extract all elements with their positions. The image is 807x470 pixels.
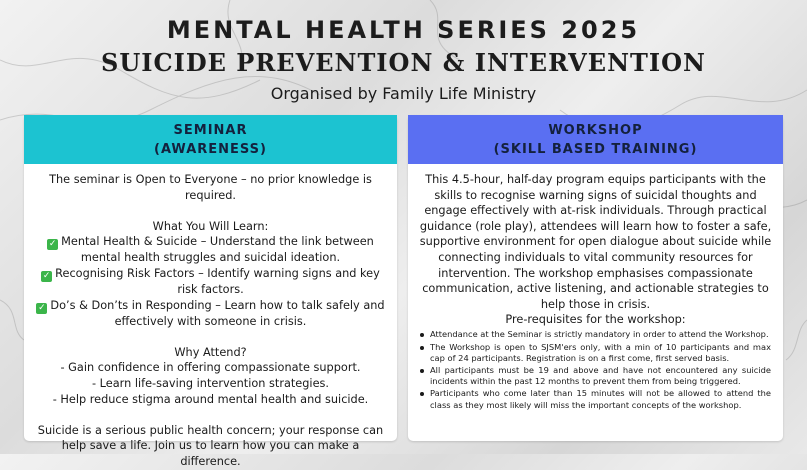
seminar-closing: Suicide is a serious public health concern; your response can help save a life. Join us to learn how you can make a difference. — [37, 423, 384, 468]
seminar-subtitle: (AWARENESS) — [154, 141, 267, 157]
workshop-card — [408, 115, 783, 441]
learn-item — [32, 266, 389, 298]
page-title: SUICIDE PREVENTION & INTERVENTION — [101, 48, 706, 77]
seminar-title: SEMINAR — [173, 122, 248, 138]
workshop-body — [408, 164, 783, 411]
check-mark-icon: ✓ — [38, 302, 46, 313]
seminar-intro: The seminar is Open to Everyone – no prior knowledge is required. — [49, 173, 372, 202]
workshop-header — [408, 115, 783, 164]
seminar-header — [24, 115, 397, 164]
workshop-title: WORKSHOP — [548, 122, 643, 138]
learn-item — [32, 234, 389, 266]
seminar-body — [24, 164, 397, 470]
learn-heading: What You Will Learn: — [152, 219, 269, 233]
learn-item-text: Recognising Risk Factors – Identify warning signs and key risk factors. — [55, 266, 380, 296]
why-item: - Help reduce stigma around mental health and suicide. — [52, 392, 369, 406]
why-item: - Gain confidence in offering compassionate support. — [60, 361, 361, 375]
check-mark-icon: ✓ — [42, 270, 51, 281]
organiser-subtitle: Organised by Family Life Ministry — [270, 84, 537, 103]
prereq-heading: Pre-requisites for the workshop: — [505, 313, 686, 327]
workshop-subtitle: (SKILL BASED TRAINING) — [493, 141, 698, 157]
series-title: MENTAL HEALTH SERIES 2025 — [166, 16, 641, 44]
prereq-item: The Workshop is open to SJSM'ers only, with a min of 10 participants and max cap of 24 participants. Registration is on a first come, first served basis. — [430, 341, 771, 363]
prereq-item: Attendance at the Seminar is strictly mandatory in order to attend the Workshop. — [430, 329, 771, 340]
prereq-item: Participants who come later than 15 minutes will not be allowed to attend the class as they most likely will miss the important concepts of the workshop. — [430, 388, 771, 410]
learn-item-text: Do’s & Don’ts in Responding – Learn how to talk safely and effectively with someone in crisis. — [50, 298, 385, 328]
workshop-description: This 4.5-hour, half-day program equips participants with the skills to recognise warning signs of suicidal thoughts and engage effectively with at-risk individuals. Through practical guidance (role play), attendees will learn how to foster a safe, supportive environment for open dialogue about suicide while connecting individuals to vital community resources for intervention. The workshop emphasises compassionate communication, active listening, and actionable strategies to help those in crisis. — [419, 173, 772, 311]
prereq-item: All participants must be 19 and above and have not encountered any suicide incidents within the past 12 months to prevent them from being triggered. — [430, 364, 771, 387]
check-mark-icon: ✓ — [48, 239, 57, 250]
prereq-list — [416, 329, 775, 410]
why-item: - Learn life-saving intervention strategies. — [91, 376, 329, 390]
learn-item — [32, 298, 389, 330]
why-heading: Why Attend? — [174, 345, 247, 359]
seminar-card — [24, 115, 397, 468]
learn-item-text: Mental Health & Suicide – Understand the link between mental health struggles and suicidal ideation. — [61, 235, 374, 265]
